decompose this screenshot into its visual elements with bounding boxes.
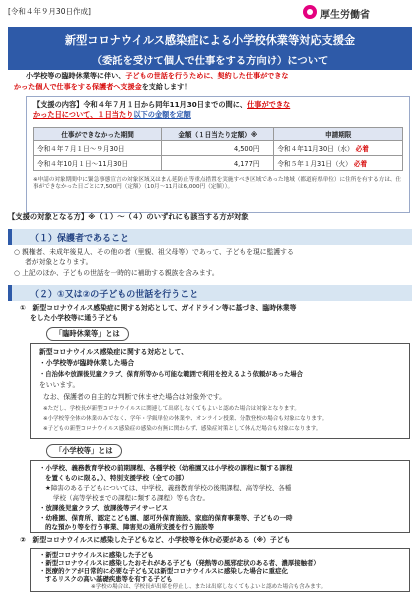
schedule-line2a: かった日について、１日当たり (33, 110, 134, 120)
intro-text (14, 72, 410, 91)
closure-line6: ※ただし、学校長が新型コロナウイルスに関連して出席しなくてもよいと認めた場合は対象となります。 (43, 406, 300, 412)
school-line1: ・小学校、義務教育学校の前期課程、各種学校（幼稚園又は小学校の課程に類する課程 (39, 464, 293, 472)
row2-amount: 4,177円 (162, 156, 274, 171)
section2-item1-cont: をした小学校等に通う子ども (30, 314, 119, 322)
school-line5: ・放課後児童クラブ、放課後等デイサービス (39, 504, 169, 512)
closure-line1: 新型コロナウイルス感染症に関する対応として、 (39, 348, 188, 356)
intro-part-c: かった個人で仕事をする保護者へ支援金 (14, 82, 142, 92)
school-line3: ★障害のある子どもについては、中学校、義務教育学校の後期課程、高等学校、各種 (45, 484, 292, 492)
closure-definition-box (30, 343, 410, 439)
intro-part-a: 小学校等の臨時休業等に伴い、 (26, 71, 126, 80)
section2-title: （２）①又は②の子どもの世話を行うこと (30, 290, 199, 300)
schedule-line1a: 【支援の内容】令和４年７月１日から同年11月30日までの間に、 (33, 100, 248, 109)
row1-deadline-cell (274, 141, 403, 156)
title-line-1: 新型コロナウイルス感染症による小学校休業等対応支援金 (64, 34, 356, 47)
pill-rinji-kyugyo: 「臨時休業等」とは (46, 327, 129, 341)
section1-bullet2-text: 上記のほか、子どもの世話を一時的に補助する親族を含みます。 (22, 269, 219, 277)
table-row (34, 156, 403, 171)
school-line2: を置くものに限る。）、特別支援学校（全ての部） (45, 474, 188, 482)
row1-deadline: 令和４年11月30日（水） (277, 145, 354, 153)
sick-child-box (30, 548, 410, 592)
intro-part-b: 子どもの世話を行うために、契約した仕事ができな (125, 71, 289, 80)
support-content-box (26, 96, 410, 213)
row1-period: 令和４年７月１日～９月30日 (34, 141, 162, 156)
sick-line1: ・新型コロナウイルスに感染した子ども (39, 551, 154, 559)
section2-bar (8, 285, 412, 301)
title-banner (8, 27, 412, 70)
amount-table (33, 127, 403, 171)
section1-bar (8, 229, 412, 245)
bullet-circle-icon: ○ (14, 269, 20, 277)
closure-line8: ※子どもの新型コロナウイルス感染症の感染の有無に関わらず、感染症対策として休んだ場合も対象になります。 (43, 426, 322, 432)
school-line4: 学校（高等学校までの課程に類する課程）等も含む。 (53, 494, 209, 502)
closure-line3: ・自治体や放課後児童クラブ、保育所等から可能な範囲で利用を控えるよう依頼があった場合 (39, 371, 303, 378)
row2-deadline: 令和５年１月31日（火） (277, 160, 352, 168)
schedule-line1b: 仕事ができな (247, 100, 291, 109)
section1-title: （１）保護者であること (30, 234, 130, 244)
row1-must: 必着 (355, 145, 369, 153)
schedule-line2b: 以下の金額を定額 (133, 110, 191, 120)
section2-item2: ② 新型コロナウイルスに感染した子どもなど、小学校等を休む必要がある（※）子ども (20, 536, 291, 544)
section1-bullet1 (14, 249, 294, 257)
section1-bullet1-cont: 者が対象となります。 (25, 258, 93, 266)
target-heading: 【支援の対象となる方】※（１）～（４）のいずれにも該当する方が対象 (8, 212, 249, 221)
closure-line4: をいいます。 (39, 381, 80, 389)
row1-amount: 4,500円 (162, 141, 274, 156)
school-definition-box (30, 460, 410, 533)
school-line7: 的な預かり等を行う事業、障害児の通所支援を行う施設等 (45, 523, 214, 531)
closure-line5: なお、保護者の自主的な判断で休ませた場合は対象外です。 (43, 393, 226, 401)
closure-line7: ※小学校等全体の休業のみでなく、学年・学級単位の休業や、オンライン授業、分散登校の場合も対象になります。 (43, 416, 328, 422)
schedule-note: ※申請の対象期間中に緊急事態宣言の対象区域又はまん延防止等重点措置を実施すべき区域であった地域（都道府県単位）に住所を有する方は、仕事ができなかった日ごとに7,500円（定額）（10月～11月は6,000円（定額））。 (33, 177, 402, 190)
creation-date: [令和４年９月30日作成] (8, 7, 91, 16)
bullet-circle-icon: ○ (14, 248, 20, 256)
sick-line4: するリスクの高い基礎疾患等を有する子ども (45, 575, 173, 583)
row2-deadline-cell (274, 156, 403, 171)
support-content-text (33, 101, 290, 120)
sick-line2: ・新型コロナウイルスに感染したおそれがある子ども（発熱等の風邪症状のある者、濃厚接触者） (39, 559, 320, 567)
school-line6: ・幼稚園、保育所、認定こども園、認可外保育施設、家庭的保育事業等、子どもの一時 (39, 514, 293, 522)
table-row (34, 141, 403, 156)
ministry-logo (303, 3, 411, 23)
table-header-amount: 金額（１日当たり定額）※ (162, 128, 274, 141)
title-line-2: （委託を受けて個人で仕事をする方向け）について (91, 55, 329, 67)
section1-bullet2 (14, 270, 219, 278)
table-header-deadline: 申請期限 (274, 128, 403, 141)
sick-line3: ・医療的ケアが日常的に必要な子ども又は新型コロナウイルスに感染した場合に重症化 (39, 567, 288, 575)
sick-note: ※学校の場合は、学校長が出席を停止し、または出席しなくてもよいと認めた場合も含みます。 (91, 584, 327, 590)
ministry-name: 厚生労働省 (320, 10, 370, 21)
mhlw-logo-icon (303, 5, 317, 19)
table-header-period: 仕事ができなかった期間 (34, 128, 162, 141)
pill-shogakko: 「小学校等」とは (46, 444, 122, 458)
section1-bullet1-text: 親権者、未成年後見人、その他の者（里親、祖父母等）であって、子どもを現に監護する (22, 248, 294, 256)
closure-line2: ・小学校等が臨時休業した場合 (39, 359, 135, 367)
row2-must: 必着 (353, 160, 368, 168)
row2-period: 令和４年10月１日～11月30日 (34, 156, 162, 171)
intro-part-d: を支給します！ (141, 82, 192, 92)
section2-item1: ① 新型コロナウイルス感染症に関する対応として、ガイドライン等に基づき、臨時休業等 (20, 304, 297, 312)
